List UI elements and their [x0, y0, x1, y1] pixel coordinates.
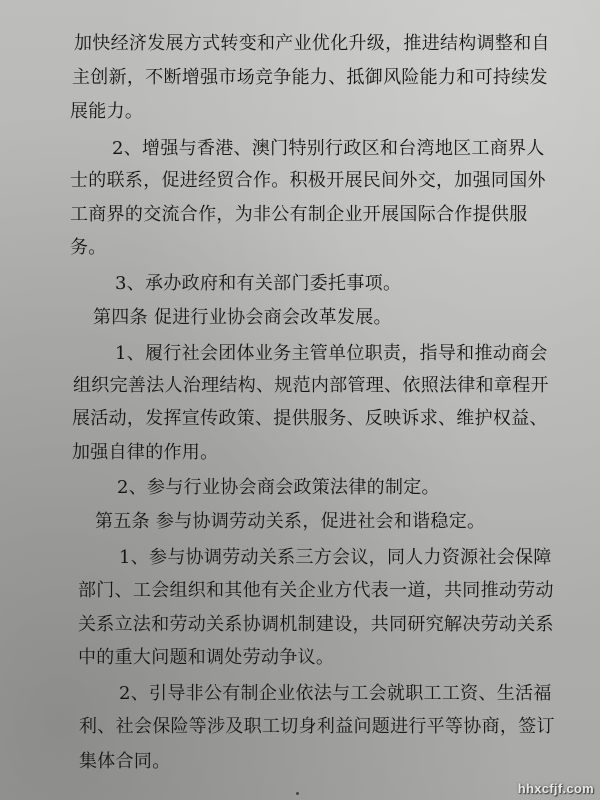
page-mark — [296, 792, 299, 795]
text-line: 主创新，不断增强市场竞争能力、抵御风险能力和可持续发 — [72, 67, 548, 88]
text-line: 务。 — [70, 237, 107, 258]
text-line: 2、参与行业协会商会政策法律的制定。 — [117, 477, 440, 498]
text-line: 2、引导非公有制企业依法与工会就职工工资、生活福 — [119, 683, 552, 704]
text-line: 2、增强与香港、澳门特别行政区和台湾地区工商界人 — [112, 138, 545, 159]
text-line: 1、履行社会团体业务主管单位职责，指导和推动商会 — [115, 343, 548, 364]
text-line: 展活动，发挥宣传政策、提供服务、反映诉求、维护权益、 — [72, 408, 548, 429]
text-line: 加强自律的作用。 — [72, 442, 219, 463]
text-line: 组织完善法人治理结构、规范内部管理、依照法律和章程开 — [73, 375, 549, 396]
text-line: 1、参与协调劳动关系三方会议，同人力资源社会保障 — [119, 547, 552, 568]
text-line: 集体合同。 — [79, 751, 171, 772]
text-line: 士的联系，促进经贸合作。积极开展民间外交，加强同国外 — [70, 170, 546, 191]
text-line: 关系立法和劳动关系协调机制建设，共同研究解决劳动关系 — [78, 614, 554, 635]
text-line: 加快经济发展方式转变和产业优化升级，推进结构调整和自 — [74, 33, 550, 54]
site-watermark: hhxcfjf.com — [517, 781, 594, 796]
text-line: 工商界的交流合作，为非公有制企业开展国际合作提供服 — [70, 204, 528, 225]
text-line: 展能力。 — [70, 101, 144, 122]
text-line: 3、承办政府和有关部门委托事项。 — [115, 273, 402, 294]
text-line: 部门、工会组织和其他有关企业方代表一道，共同推动劳动 — [78, 580, 554, 601]
section-heading: 第五条 参与协调劳动关系，促进社会和谐稳定。 — [95, 511, 486, 532]
text-line: 中的重大问题和调处劳动争议。 — [78, 647, 335, 668]
text-line: 利、社会保险等涉及职工切身利益问题进行平等协商，签订 — [79, 716, 555, 737]
section-heading: 第四条 促进行业协会商会改革发展。 — [93, 307, 392, 328]
